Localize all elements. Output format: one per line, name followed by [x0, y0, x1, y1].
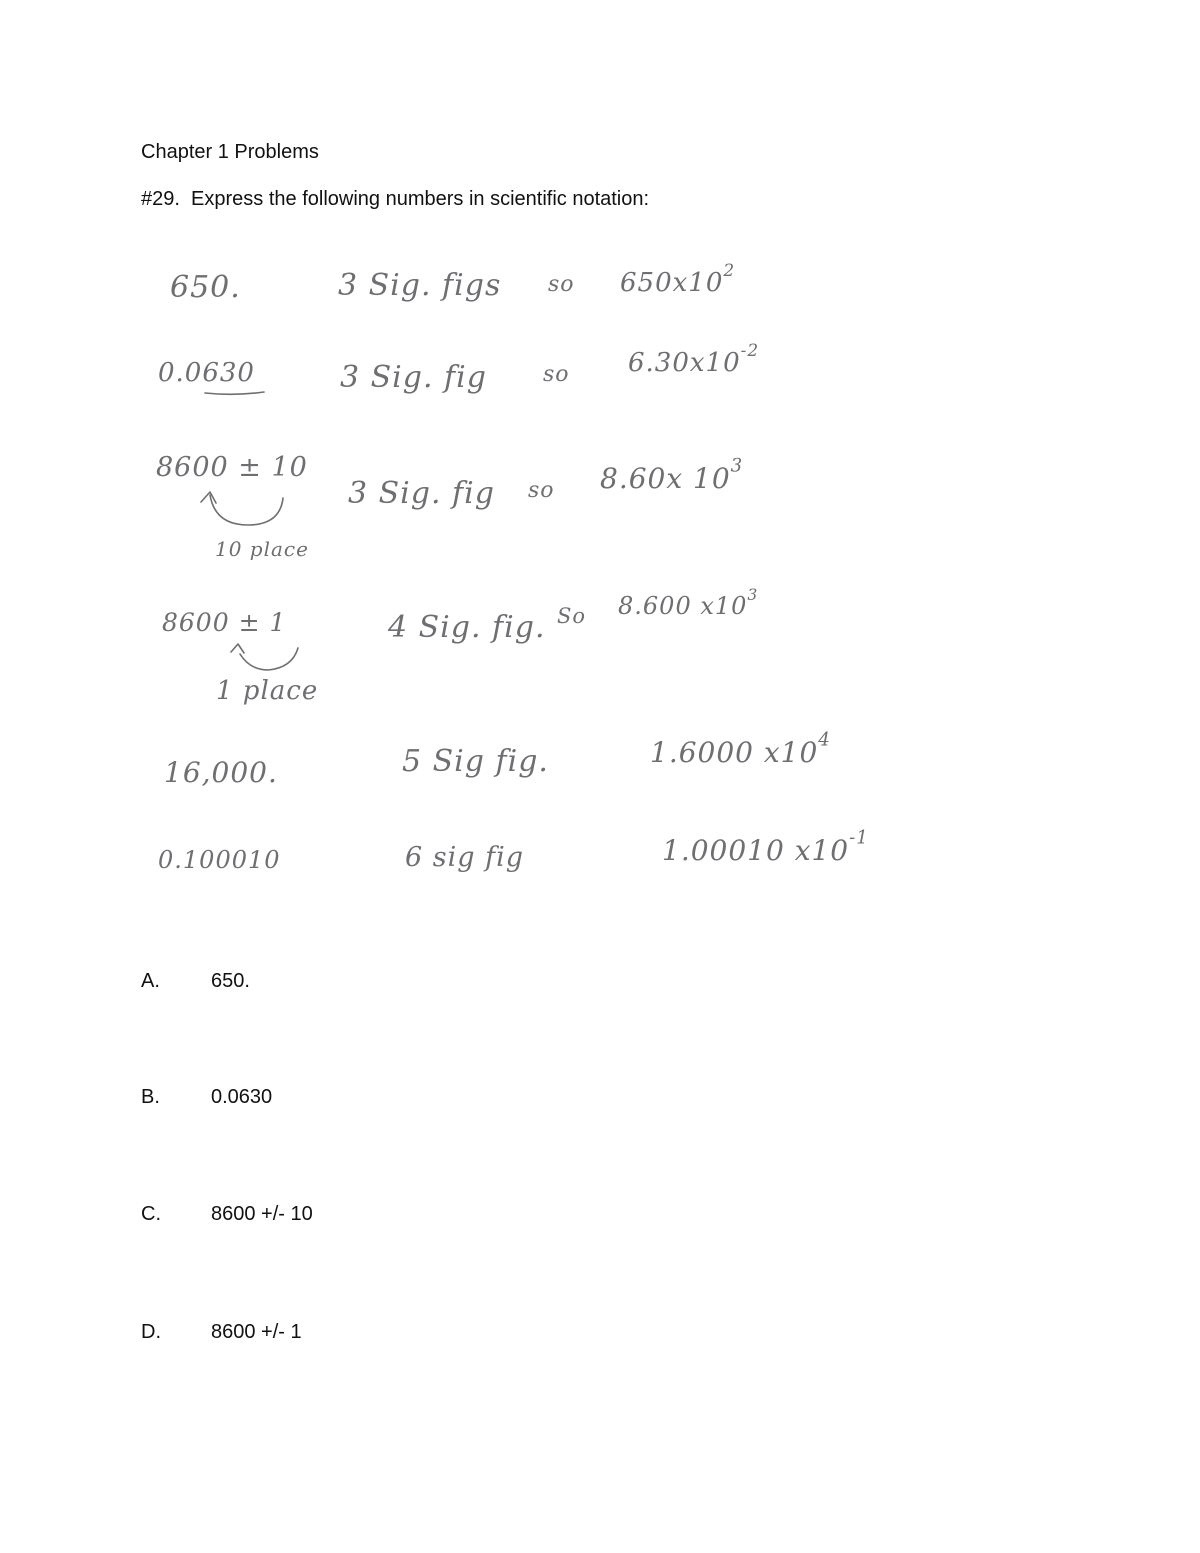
- problem-heading: #29. Express the following numbers in scientific notation:: [141, 188, 650, 210]
- item-letter: B.: [141, 1086, 160, 1108]
- item-letter: C.: [141, 1203, 161, 1225]
- hw-number: 16,000.: [164, 756, 278, 789]
- hw-sig-figs: 6 sig fig: [405, 842, 525, 873]
- arrow-head-mark: [201, 492, 216, 503]
- hw-result-exponent: 4: [818, 729, 831, 751]
- hw-result-base: 8.60x 10: [600, 462, 731, 495]
- item-value: 650.: [211, 970, 250, 992]
- hw-result-exponent: 3: [747, 585, 759, 604]
- hw-connector: so: [543, 362, 570, 387]
- arrow-head-mark: [231, 644, 244, 653]
- hw-connector: so: [528, 478, 555, 503]
- hw-number: 8600 ± 10: [156, 452, 308, 483]
- hw-result-base: 1.00010 x10: [662, 834, 850, 867]
- item-value: 0.0630: [211, 1086, 273, 1108]
- chapter-title: Chapter 1 Problems: [141, 141, 319, 163]
- hw-result-base: 650x10: [620, 268, 724, 298]
- hw-result-base: 1.6000 x10: [650, 736, 819, 769]
- hw-sig-figs: 4 Sig. fig.: [388, 610, 546, 645]
- curved-arrow-mark: [240, 648, 298, 670]
- item-value: 8600 +/- 1: [211, 1321, 302, 1343]
- hw-sig-figs: 3 Sig. fig: [348, 476, 495, 511]
- hw-connector: so: [548, 272, 575, 297]
- hw-number: 0.0630: [158, 358, 255, 388]
- hw-result-base: 8.600 x10: [618, 592, 748, 620]
- hw-result-exponent: 2: [723, 259, 736, 280]
- hw-connector: So: [557, 604, 587, 628]
- hw-sig-figs: 3 Sig. figs: [338, 268, 502, 303]
- hw-result-base: 6.30x10: [628, 348, 741, 378]
- hw-sig-figs: 5 Sig fig.: [402, 744, 549, 779]
- item-letter: D.: [141, 1321, 161, 1343]
- item-value: 8600 +/- 10: [211, 1203, 313, 1225]
- hw-result-exponent: -1: [849, 827, 869, 849]
- underline-mark: [205, 392, 264, 394]
- hw-sig-figs: 3 Sig. fig: [340, 360, 487, 395]
- hw-place-note: 1 place: [216, 676, 319, 706]
- hw-number: 0.100010: [158, 846, 281, 874]
- hw-number: 650.: [170, 270, 241, 305]
- hw-result-exponent: 3: [730, 455, 744, 477]
- hw-number: 8600 ± 1: [162, 608, 287, 637]
- item-letter: A.: [141, 970, 160, 992]
- curved-arrow-mark: [210, 495, 283, 525]
- hw-result-exponent: -2: [740, 339, 760, 360]
- hw-place-note: 10 place: [215, 537, 309, 561]
